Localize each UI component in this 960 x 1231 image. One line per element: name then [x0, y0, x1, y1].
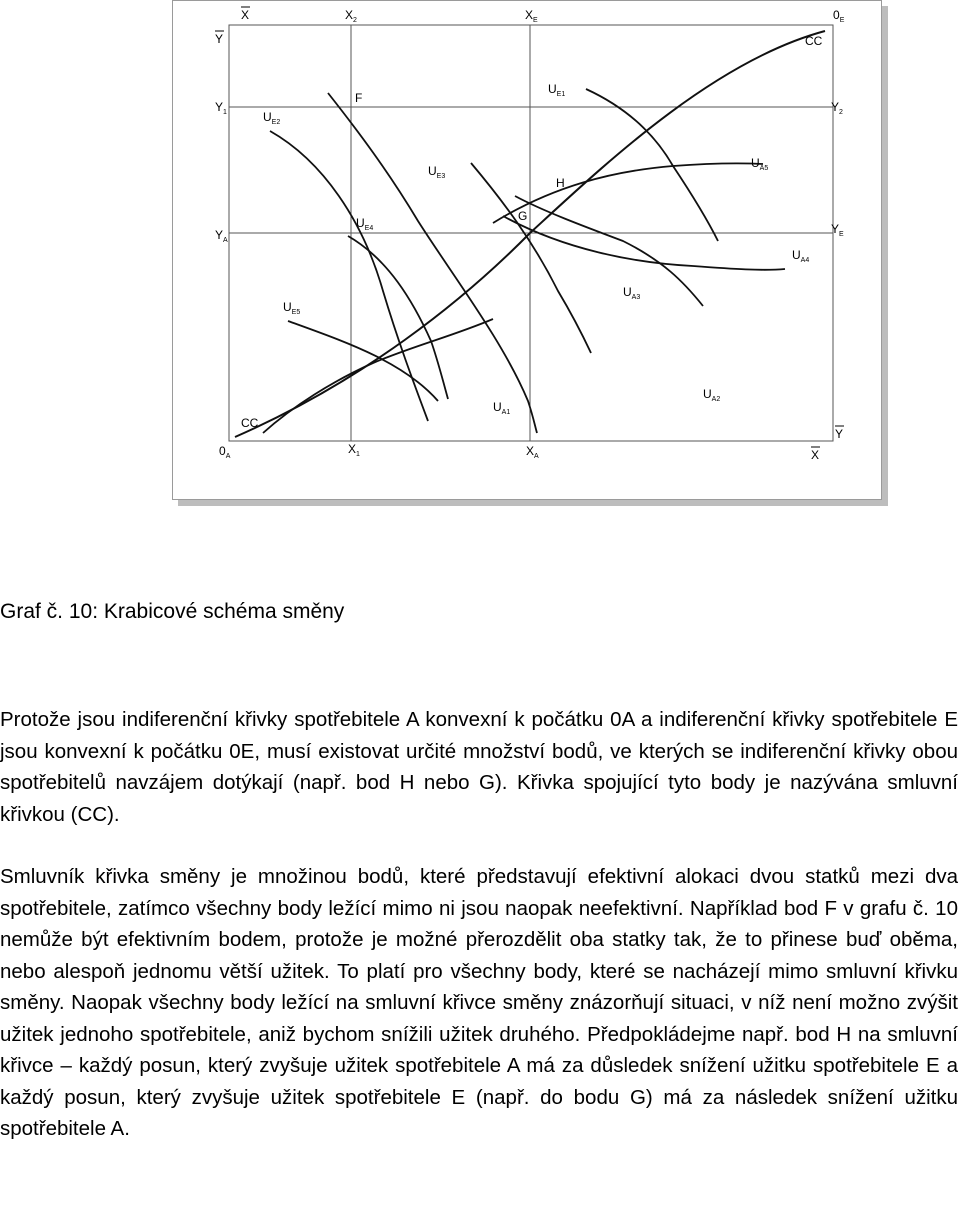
label-x-bar-bottom: X	[811, 448, 820, 462]
label-ue4: $U_{E4}$	[356, 216, 374, 232]
label-point-f: F	[355, 91, 363, 105]
indifference-curve-ua3	[515, 196, 703, 306]
label-ua5: $U_{A5}$	[751, 156, 769, 172]
label-ya: $Y_A$	[215, 228, 228, 244]
label-y-bar-bottom: Y	[835, 427, 844, 441]
label-ye: $Y_E$	[831, 222, 844, 238]
figure-caption: Graf č. 10: Krabicové schéma směny	[0, 600, 345, 623]
label-point-g: G	[518, 209, 528, 223]
indifference-curve-ua5	[493, 163, 763, 223]
label-xa: $X_A$	[526, 444, 539, 460]
label-cc-top: CC	[805, 34, 823, 48]
label-y2: $Y_2$	[831, 100, 843, 116]
label-x-bar-top: X	[241, 8, 250, 22]
paragraph-contract-curve: Protože jsou indiferenční křivky spotřebitele A konvexní k počátku 0A a indiferenční křivky spotřebitele E jsou konvexní k počátku 0E, musí existovat určité množství bodů, ve kterých se indiferenční křivky obou spotřebitelů navzájem dotýkají (např. bod H nebo G). Křivka spojující tyto body je nazývána smluvní křivkou (CC).	[0, 708, 958, 826]
label-y-bar-top: Y	[215, 32, 224, 46]
indifference-curve-ua2	[328, 93, 537, 433]
label-ua4: $U_{A4}$	[792, 248, 810, 264]
label-xe-top: $X_E$	[525, 8, 538, 24]
paragraph-efficiency: Smluvník křivka směny je množinou bodů, které představují efektivní alokaci dvou statků mezi dva spotřebitele, zatímco všechny body ležící mimo ni jsou naopak neefektivní. Například bod F v grafu č. 10 nemůže být efektivním bodem, protože je možné přerozdělit oba statky tak, že to přinese buď oběma, nebo alespoň jednomu větší užitek. To platí pro všechny body, které se nacházejí mimo smluvní křivku směny. Naopak všechny body ležící na smluvní křivce směny znázorňují situaci, v níž není možno zvýšit užitek jednoho spotřebitele, aniž bychom snížili užitek druhého. Předpokládejme např. bod H na smluvní křivce – každý posun, který zvyšuje užitek spotřebitele A má za důsledek snížení užitku spotřebitele E a každý posun, který zvyšuje užitek spotřebitele E (např. do bodu G) má za následek snížení užitku spotřebitele A.	[0, 865, 958, 1140]
indifference-curve-ua4	[503, 216, 785, 270]
label-y1: $Y_1$	[215, 100, 227, 116]
label-origin-a: $0_A$	[219, 444, 231, 460]
label-ue2: $U_{E2}$	[263, 110, 281, 126]
label-cc-bottom: CC	[241, 416, 259, 430]
label-x2: $X_2$	[345, 8, 357, 24]
label-x1: $X_1$	[348, 442, 360, 458]
indifference-curve-ua1	[263, 319, 493, 433]
label-ua1: $U_{A1}$	[493, 400, 511, 416]
label-ua2: $U_{A2}$	[703, 387, 721, 403]
label-ua3: $U_{A3}$	[623, 285, 641, 301]
label-ue1: $U_{E1}$	[548, 82, 566, 98]
label-ue5: $U_{E5}$	[283, 300, 301, 316]
label-point-h: H	[556, 176, 565, 190]
label-origin-e: $0_E$	[833, 8, 845, 24]
indifference-curve-ue4	[348, 236, 448, 399]
edgeworth-box-diagram	[173, 1, 883, 501]
indifference-curve-ue3	[471, 163, 591, 353]
label-ue3: $U_{E3}$	[428, 164, 446, 180]
edgeworth-box-figure	[172, 0, 882, 500]
